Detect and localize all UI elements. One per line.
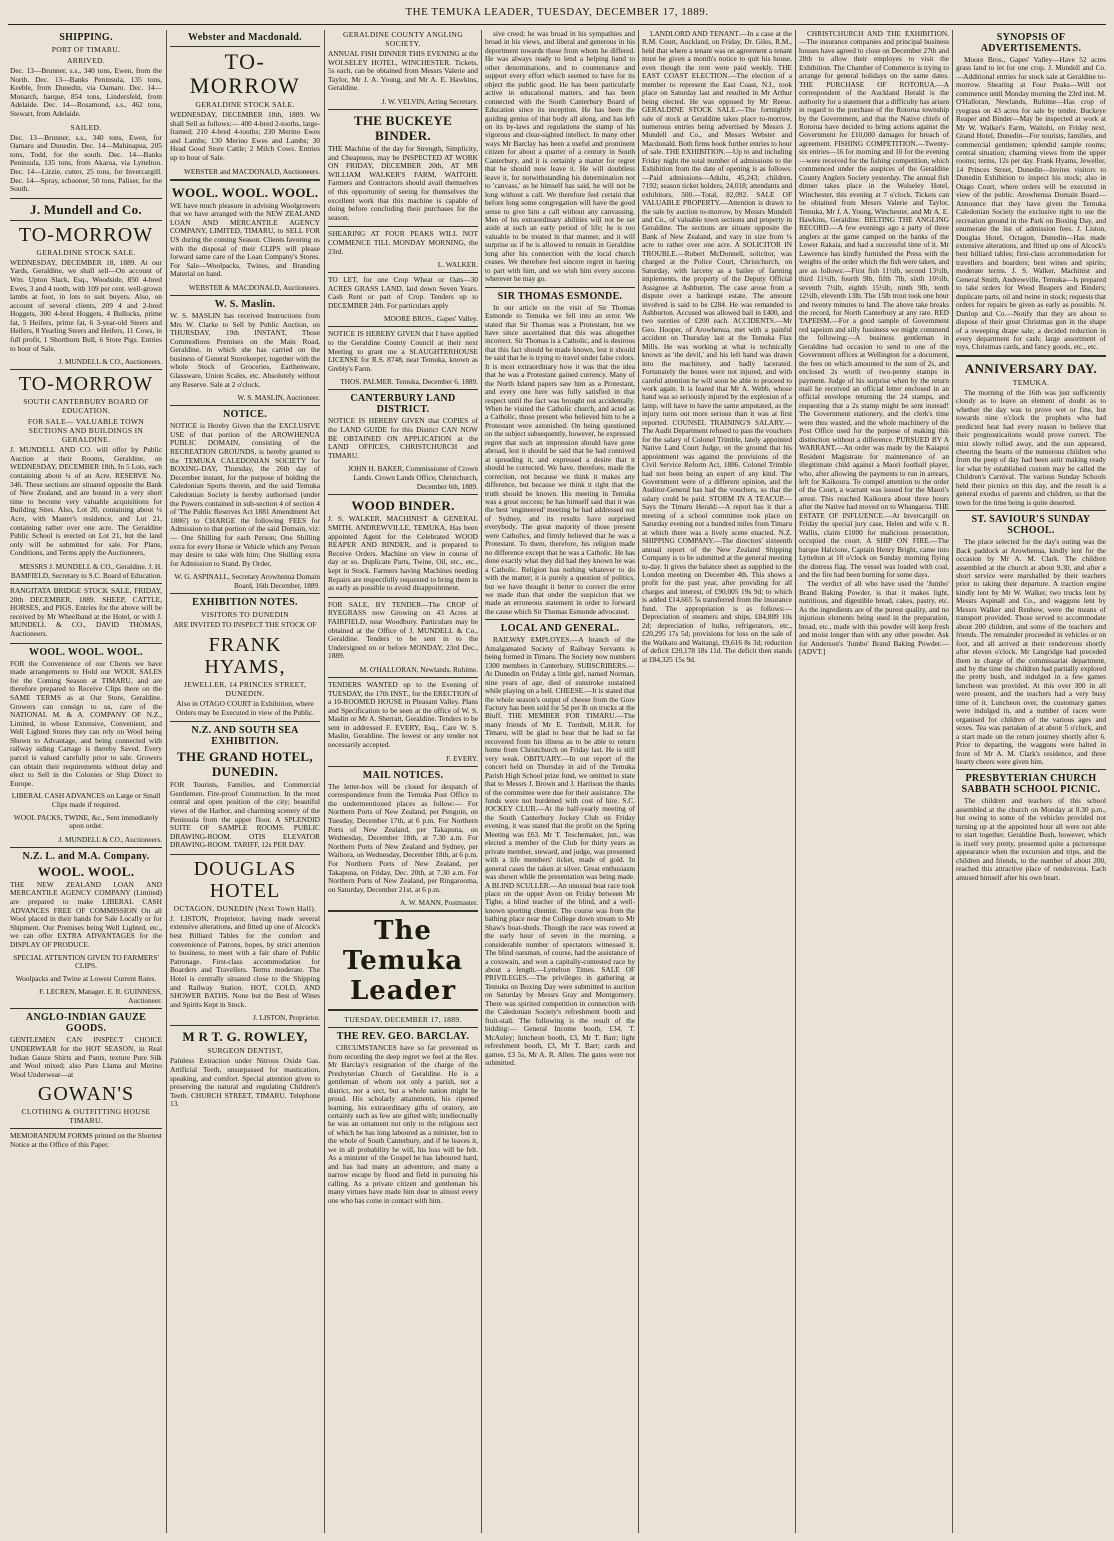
advert-signature: A. W. MANN, Postmaster. — [399, 898, 478, 908]
exhibition-heading: EXHIBITION NOTES. — [192, 597, 298, 609]
tomorrow-subheading: GERALDINE STOCK SALE. — [195, 100, 295, 109]
newspaper-title: The Temuka Leader — [342, 916, 464, 1007]
divider — [10, 220, 162, 221]
tomorrow-heading: TO-MORROW — [18, 223, 154, 246]
column-7 — [956, 30, 1106, 1535]
notice-text: NOTICE is Hereby Given that the EXCLUSIVE USE of that portion of the AROWHENUA PUBLIC DOMAIN, consisting of the RECREATION GROUNDS, is hereby granted to the TEMUKA CALEDONIAN SOCIETY for BOXING-DAY, Thursday, the 26th day of December instant, for the purpose of holding the Caledonian Sports therein, and the said Temuka Caledonian Society is hereby authorised (under the Powers contained in sub-section 4 of section 4 of 'The Public Reserves Act 1881 Amendment Act 1886') to CHARGE the following FEES for Admission to that portion of the said Domain, viz:— One Shilling for each Person; One Shilling extra for every Horse or Vehicle which any Person may desire to take with him; One Shilling extra for Admission to Stand. By Order, — [170, 421, 320, 568]
anglo-text: GENTLEMEN CAN INSPECT CHOICE UNDERWEAR for the HOT SEASON, in Real Indian Gauze Shirts and Pants, texture Pure Silk and Wool mixed; also Pure Llama and Merino Wool Underwear—at — [10, 1035, 162, 1079]
hyams-heading: FRANK HYAMS, — [204, 633, 286, 678]
anniversary-subheading: TEMUKA. — [1012, 377, 1050, 387]
wool2-heading: WOOL. WOOL. — [37, 863, 135, 879]
wool-text: WE have much pleasure in advising Woolgrowers that we have arranged with the NEW ZEALAND LOAN AND MERCANTILE AGENCY COMPANY, LIMITED, TIMARU, to SELL FOR US during the coming Season. Clients favoring us with the disposal of their CLIPS will please forward same care of the Loan Company's Stores. For Sale—Woolpacks, Twines, and Branding Material on hand. — [170, 200, 320, 279]
shipping-heading: SHIPPING. — [59, 32, 113, 43]
advert-signature: THOS. PALMER. Temuka, December 6, 1889. — [340, 377, 478, 387]
divider — [328, 766, 478, 767]
webster-heading: Webster and Macdonald. — [188, 32, 302, 43]
advert-signature: J. MUNDELL & CO., Auctioneers. — [58, 834, 162, 844]
column-rule — [952, 30, 953, 1533]
woodbinder-text: J. S. WALKER, MACHINIST & GENERAL SMITH, ANDREWVILLE, TEMUKA, Has been appointed Agent for the Celebrated WOOD REAPER AND BINDER, and is prepared to Receive Orders. Machine on view in course of day or so. Duplicate Parts, Twine, Oil, etc., etc., kept in Stock. Farmers having Machines needing Repairs are respectfully requested to bring them in as early as possible to avoid disappointment. — [328, 514, 478, 593]
advert-signature: J. W. VELVIN, Acting Secretary. — [381, 96, 478, 106]
nz-exhibition-heading: N.Z. AND SOUTH SEA EXHIBITION. — [191, 725, 299, 748]
wool-text: FOR the Convenience of our Clients we have made arrangements to Hold our WOOL SALES for the Coming Season at TIMARU, and are therefore prepared to Receive Clips there on the SAME TERMS as at Our Store, Geraldine. Growers can consign to us, care of the NATIONAL M. & A. COMPANY OF N.Z., Limited, in whose Extensive, Convenient, and Well Lighted Stores they can rely on Wool being Shown to Advantage, and being connected with railway siding Cartage is thereby Saved. Every parcel is valued carefully prior to sale. Growers can obtain their requirements without delay and elect to Sell in the Colonies or Ship Direct to Europe. — [10, 658, 162, 788]
woolpacks2-text: Woolpacks and Twine at Lowest Current Rates. — [15, 973, 157, 983]
barclay-continued: sive creed; he was broad in his sympathies and broad in his views, and liberal and generous in his deportment towards those from whom he differed. He was always ready to lend a helping hand to other denominations, and to countenance and support every effort which seemed to have for its object the public good. He has been particularly active in educational matters, and has been connected with the South Canterbury Board of Education since its inception. He has been the guiding genius of that body all along, and has left on its by-laws and regulations the stamp of his vigorous and clear-sighted intellect. In many other ways Mr Barclay has been a useful and prominent citizen for about a quarter of a century in South Canterbury, and it is certainly a matter for regret that he should now leave it. He will doubtless leave it, for notwithstanding his determination not to 'canvass,' as he himself has said, he will not be long without a call. We therefore feel certain that before long some congregation will have the good sense to give him a call without any canvassing. Men of his extraordinary abilities will not be set aside at such an early period of life; he is too valuable to be treated in that manner, and it will surprise us if he is allowed to remain in Geraldine long after his connection with the local church ceases. We therefore feel sincere regret in having to part with him, and we wish him every success wherever he may go. — [485, 30, 635, 284]
shipping-arrived: ARRIVED. — [66, 56, 106, 65]
hyams-subheading: JEWELLER, 14 PRINCES STREET, DUNEDIN. — [183, 679, 307, 698]
divider — [170, 1025, 320, 1026]
column-rule — [481, 30, 482, 1533]
barclay-heading: THE REV. GEO. BARCLAY. — [336, 1031, 470, 1043]
wool-heading: WOOL. WOOL. WOOL. — [29, 646, 143, 658]
divider — [10, 369, 162, 370]
advert-signature: F. LECREN, Manager. E. R. GUINNESS, Auctioneer. — [39, 987, 162, 1006]
divider — [485, 287, 635, 288]
barclay-text: CIRCUMSTANCES have so far prevented us from recording the deep regret we feel at the Rev. Mr Barclay's resignation of the charge of the Presbyterian Church of Geraldine. He is a gentleman of whom not only a parish, nor a district, nor a sect, but a whole nation might be proud. His scholarly attainments, his ripened learning, his extraordinary gifts of oratory, are certainly such as few are gifted with; intellectually he was an ornament not only to the religious sect of which he has long laboured as a minister, but to the whole of South Canterbury, and if he leaves it, we in all probability he will, his loss will be felt. As a minister of the Gospel he has laboured hard, and has had many an adventure, and many a narrow escape by flood and field in pursuing his calling. As a private citizen and gentleman his many virtues have made him dear to almost every one who has come in contact with him. — [328, 1043, 478, 1205]
column-4 — [485, 30, 635, 1535]
divider — [170, 721, 320, 722]
column-rule — [638, 30, 639, 1533]
anniversary-heading: ANNIVERSARY DAY. — [964, 360, 1098, 376]
douglas-heading: DOUGLAS HOTEL — [193, 857, 297, 902]
shipping-departures: Dec. 13—Brunner, s.s., 340 tons, Ewen, for Oamaru and Dunedin. Dec. 14—Mahinapua, 205 tons, Todd, for the south. Dec. 14—Banks Peninsula, 135 tons, from Akaroa, via Lyttelton. Dec. 14—Lizzie, cutter, 25 tons, for Invercargill. Dec. 14—Spray, schooner, 50 tons, Paliser, for the South. — [10, 132, 162, 194]
divider — [328, 389, 478, 390]
divider — [485, 619, 635, 620]
tolet-text: TO LET, for one Crop Wheat or Oats—30 ACRES GRASS LAND, laid down Seven Years. Cash Rent or part of Crop. Tenders up to DECEMBER 24th. For particulars apply — [328, 275, 478, 310]
shearing-text: SHEARING AT FOUR PEAKS WILL NOT COMMENCE TILL MONDAY MORNING, the 23rd. — [328, 229, 478, 256]
saviour-text: The place selected for the day's outing was the Back paddock at Arowhenua, kindly lent for the occasion by Mr A. M. Clark. The children assembled at the church at about 9.30, and after a short service were marshalled by their teachers prior to taking their departure. A traction engine kindly lent by Mr W. Walker, two trucks lent by Messrs Aspinall and Co., and waggons lent by Messrs Walker and Renhow, were the means of transport provided. Those served to accommodate about 200 children, and some of the teachers and friends. The remainder proceeded in vehicles or on foot, and all arrived at their rendezvous shortly after eleven o'clock. Mr Langridge had preceded them in charge of the commissariat department, and by the time the children had partially explored the pretty bush, and indulged in a few games luncheon was provided. At this over 300 in all were present, and the teachers had a very busy time of it. Luncheon over, the customary games were indulged in, and a number of races were organised for children of the various ages and sexes. Tea was partaken of at about 5 o'clock, and a start made on the return journey shortly after 6. Prior to departing, the waggons were halted in front of Mr A. M. Clark's residence, and three hearty cheers were given him. — [956, 537, 1106, 766]
shipping-arrivals: Dec. 13—Brunner, s.s., 340 tons, Ewen, from the North. Dec. 13—Banks Peninsula, 135 tons, Keeble, from Dunedin, via Oamaru. Dec. 14—Monarch, barque, 854 tons, Lindersfeld, from Adelaide. Dec. 14—Rosamond, s.s., 462 tons, Stewart, from Adelaide. — [10, 66, 162, 118]
page-masthead: THE TEMUKA LEADER, TUESDAY, DECEMBER 17, 1889. — [8, 6, 1106, 25]
advert-signature: MESSRS J. MUNDELL & CO., Geraldine. J. H. BAMFIELD, Secretary to S.C. Board of Education. — [10, 561, 162, 580]
divider — [328, 1009, 478, 1011]
divider — [170, 295, 320, 296]
canterbury-text: NOTICE IS HEREBY GIVEN that COPIES of the LAND GUIDE for this District CAN NOW BE OBTAINED ON APPLICATION at the LAND OFFICES, CHRISTCHURCH and TIMARU. — [328, 416, 478, 460]
douglas-text: J. LISTON, Proprietor, having made several extensive alterations, and fitted up one of Alcock's best Billiard Tables for the comfort and convenience of Patrons, hopes, by strict attention to business, to meet with a fair share of Public Patronage. First-class accommodation for Boarders and Travellers. Terms moderate. The Hotel is centrally situated close to the Shipping and Railway Station. HOT, COLD, AND SHOWER BATHS. None but the Best of Wines and Spirits Kept in Stock. — [170, 913, 320, 1009]
divider — [956, 355, 1106, 357]
tomorrow-heading: TO-MORROW — [189, 49, 301, 98]
advert-signature: J. MUNDELL & CO., Auctioneers. — [58, 357, 162, 367]
presbyterian-text: The children and teachers of this school assembled at the church on Monday at 8.30 p.m., but owing to some of the vehicles provided not turning up at the appointed hour all were not able to start together. Geraldine Bush, however, which is itself very pretty, presented quite a picturesque appearance when the excursion and trips, and the children and friends, to the number of about 200, reached this attractive place of rendezvous. Each amused himself after his own heart. — [956, 796, 1106, 882]
issue-date: TUESDAY, DECEMBER 17, 1889. — [344, 1015, 462, 1025]
anniversary-text: The morning of the 16th was just sufficiently cloudy as to leave an element of doubt as to whether the day was to prove wet or fine, but towards nine o'clock the prophets who had predicted heat had every reason to believe that their prognostications would prove correct. The mist slowly rolled away, and the sun appeared, cheering the hearts of the numerous children who from the peep of day had been astir making ready for what by established custom may be called the Children's Carnival. The various Sunday Schools held their picnics on this day, and the result is a general exodus of parents and children, so that the town for the time being is quite deserted. — [956, 387, 1106, 507]
synopsis-heading: SYNOPSIS OF ADVERTISEMENTS. — [980, 32, 1082, 54]
angling-text: ANNUAL FISH DINNER THIS EVENING at the WOLSELEY HOTEL, WINCHESTER. Tickets, 5s each, can be obtained from Messrs Valerie and Taylor, Mr J. A. Young, and Mr A. E. Hawkins, Geraldine. — [328, 49, 478, 93]
liberal-advances: LIBERAL CASH ADVANCES on Large or Small Clips made if required. — [11, 791, 161, 810]
grand-hotel-text: FOR Tourists, Families, and Commercial Gentlemen. Fire-proof Construction. In the most central and open position of the city; beautiful views of the Harbor, and charming scenery of the Peninsula from the upper floor. A SPLENDID SUITE OF SAMPLE ROOMS. PUBLIC DRAWING-ROOM. OTIS ELEVATOR DRAWING-ROOM. TARIFF, 12s PER DAY. — [170, 780, 320, 850]
divider — [170, 46, 320, 47]
advert-signature: WEBSTER & MACDONALD, Auctioneers. — [188, 282, 320, 292]
divider — [10, 643, 162, 644]
divider — [328, 326, 478, 327]
wool2-text: THE NEW ZEALAND LOAN AND MERCANTILE AGENCY COMPANY (Limited) are prepared to make LIBERAL CASH ADVANCES FREE OF COMMISSION On all Wool placed in their hands for Sale Locally or for Shipment. Our Premises being Well Lighted, etc., we can offer EXTRA ADVANTAGES for the DISPLAY OF PRODUCE. — [10, 879, 162, 949]
notice-heading: NOTICE. — [222, 409, 268, 421]
divider — [170, 854, 320, 855]
divider — [328, 1027, 478, 1028]
divider — [328, 109, 478, 110]
divider — [10, 583, 162, 584]
column-6 — [799, 30, 949, 1535]
divider — [10, 847, 162, 848]
grand-hotel-heading: THE GRAND HOTEL, DUNEDIN. — [177, 749, 313, 780]
wool-heading: WOOL. WOOL. WOOL. — [171, 184, 319, 200]
advert-signature: W. G. ASPINALL, Secretary Arowhenua Domain Board, 16th December, 1889. — [174, 572, 320, 591]
buckeye-text: THE Machine of the day for Strength, Simplicity, and Cheapness, may be INSPECTED AT WORK ON FRIDAY, DECEMBER 20th, AT MR WILLIAM WALKER'S FARM, WAITOHI. Farmers and Contractors should avail themselves of this opportunity of seeing for themselves the excellent work that this machine is capable of doing before concluding their purchases for the season. — [328, 143, 478, 222]
stock-sale-text: WEDNESDAY, DECEMBER 18, 1889. At our Yards, Geraldine, we shall sell—On account of Wm. Upton Slack, Esq., Woodside, 850 4-bred Ewes, 3 and 4 tooth, with 109 per cent. well-grown lambs at foot, in lots to suit buyers. Also, on account of several clients, 209 4 and 2-bred Hoggets, 300 4-bred Hoggets, 4 Bullocks, prime fat, 5 Heifers, prime fat, 6 3-year-old Steers and Heifers, 8 Yearling Steers and Heifers, 11 Cows, in full profit, 1 Shorthorn Bull, 6 Store Pigs. Entries to hour of Sale. — [10, 257, 162, 353]
divider — [170, 179, 320, 181]
column-2 — [170, 30, 320, 1535]
divider — [170, 405, 320, 406]
mundell-heading: J. Mundell and Co. — [30, 201, 142, 217]
rangitata-advert: RANGITATA BRIDGE STOCK SALE, FRIDAY, 20th DECEMBER, 1889. SHEEP, CATTLE, HORSES, and PIGS. Entries for the above will be received by Mr Wheelband at the Hotel, or with J. MUNDELL & CO., DAVID THOMAS, Auctioneers. — [10, 585, 162, 638]
rowley-text: Painless Extraction under Nitrous Oxide Gas. Artificial Teeth, unsurpassed for mastication, speaking, and comfort. Special attention given to preserving the natural and regulating Children's Teeth. CHURCH STREET, TIMARU. Telephone 13. — [170, 1056, 320, 1109]
synopsis-text: Moore Bros., Gapes' Valley—Have 52 acres grass land to let for one crop. J. Mundell and Co.—Additional entries for stock sale at Geraldine to-morrow. Shearing at Four Peaks—Will not commence until Monday morning the 23rd inst. M. O'Halloran, Newlands, Ruhime—Has crop of ryegrass on 43 acres for sale by tender. Buckeye Reaper and Binder—May be inspected at work at Mr W. Walker's Farm, Waitohi, on Friday next. Grand Hotel, Dunedin—For tourists, families, and commercial gentlemen; splendid sample rooms; central situation; charming views from the upper rooms; terms, 12s per day. Frank Hyams, Jeweller, 14 Princes Street, Dunedin—Invites visitors to Dunedin Exhibition to inspect his stock; also in Otago Court, where orders will be executed in view of the public. Arowhenua Domain Board—Announce that they have given the Temuka Caledonian Society the exclusive right to use the recreation ground in the Park on Boxing Day, and enumerate the list of admission fees. J. Liston, Douglas Hotel, Octagon, Dunedin—Has made extensive alterations, and fitted up one of Alcock's best billiard tables; first-class accommodation for travellers and boarders; best wines and spirits; moderate terms. J. S. Walker, Machinist and General Smith, Andrewville, Temuka—Is prepared to take orders for Wood Reapers and Binders; duplicate parts, oil and twine in stock; requests that orders for repairs be given as early as possible. N. Dunlop and Co.—Notify that they are about to dispose of their great Christmas gun in the shape of a sweeping drape sale; a decided reduction in every department for cash; large assortment of toys, Christmas cards, and fancy goods, etc., etc. — [956, 55, 1106, 352]
tenders-text: TENDERS WANTED up to the Evening of TUESDAY, the 17th INST., for the ERECTION of a 10-ROOMED HOUSE in Pleasant Valley. Plans and Specification to be seen at the office of W. S. Maslin or Mr A. Sherratt, Geraldine. Tenders to be sent in addressed F. EVERY, Esq., Care W. S. Maslin, Geraldine. The lowest or any tender not necessarily accepted. — [328, 679, 478, 750]
hyams-text: Also in OTAGO COURT in Exhibition, where Orders may be Executed in view of the Public. — [175, 698, 315, 717]
stock-sale-text: WEDNESDAY, DECEMBER 18th, 1889. We shall Sell as follows:— 400 4-bred 2-tooths, large-framed; 210 4-bred 4-tooths; 230 Merino Ewes and Lambs; 130 Merino Ewes and Lambs; 30 Head Good Store Cattle; 2 Milch Cows. Entries up to hour of Sale. — [170, 110, 320, 162]
divider — [328, 677, 478, 678]
local-heading: LOCAL AND GENERAL. — [500, 623, 620, 635]
divider — [10, 198, 162, 199]
esmonde-heading: SIR THOMAS ESMONDE. — [497, 290, 623, 302]
divider — [328, 597, 478, 598]
saviour-heading: ST. SAVIOUR'S SUNDAY SCHOOL. — [971, 514, 1091, 537]
sale-subheading: FOR SALE— VALUABLE TOWN SECTIONS AND BUILDINGS IN GERALDINE. — [27, 417, 145, 445]
column-rule — [324, 30, 325, 1533]
town-sections-text: J. MUNDELL AND CO. will offer by Public Auction at their Rooms, Geraldine, on WEDNESDAY, DECEMBER 18th, In 5 Lots, each containing about ¼ of an Acre, RESERVE No. 346. These sections are situated opposite the Bank of New Zealand, and are bound in a very short time to become very valuable acquisitions for Building Sites. Also, Lot 20, containing about ¼ Acre, with Master's residence, and Lot 21, containing rather over one acre. The Geraldine Public School is erected on Lot 21, but the land only will be submitted for sale. For Plans, Conditions, and Terms apply the Auctioneers, — [10, 445, 162, 558]
douglas-subheading: OCTAGON, DUNEDIN (Next Town Hall). — [173, 903, 317, 913]
advert-signature: WEBSTER and MACDONALD, Auctioneers. — [184, 166, 320, 176]
divider — [328, 272, 478, 273]
woodbinder-heading: WOOD BINDER. — [351, 498, 455, 514]
advert-signature: J. LISTON, Proprietor. — [253, 1013, 320, 1023]
angling-heading: GERALDINE COUNTY ANGLING SOCIETY. — [343, 30, 463, 48]
advert-signature: L. WALKER. — [437, 260, 478, 270]
advert-signature: W. S. MASLIN, Auctioneer. — [237, 393, 320, 403]
tomorrow-heading: TO-MORROW — [18, 373, 154, 396]
divider — [956, 769, 1106, 770]
visitors-text: ARE INVITED TO INSPECT THE STOCK OF — [173, 620, 317, 630]
tender-sale-text: FOR SALE, BY TENDER—The CROP of RYEGRASS now Growing on 43 Acres at FAIRFIELD, near Woodbury. Particulars may be obtained at the Office of J. MUNDELL & Co., Geraldine. Tenders to be sent in to the Undersigned on or before MONDAY, 23rd Dec., 1889. — [328, 599, 478, 661]
divider — [328, 494, 478, 495]
news-text: CHRISTCHURCH AND THE EXHIBITION.—The insurance companies and principal business houses have agreed to close on December 27th and 28th to allow their employes to visit the Exhibition. The Chamber of Commerce is trying to arrange for general holidays on the same dates. THE PURCHASE OF ROTORUA.—A correspondent of the Auckland Herald is the authority for a statement that a difficulty has arisen in regard to the purchase of the Rotorua township by the Government, and that the Native chiefs of Rotorua have decided to bring actions against the Government for £10,000 damages for breach of agreement. FISHING COMPETITION.—Twenty-six entries—16 for morning and 10 for the evening—were received for the fishing competition, which commenced under the auspices of the Geraldine County Anglers Society yesterday. The annual fish dinner takes place in the Wolseley Hotel, Winchester, this evening at 7 o'clock. Tickets can be obtained from Messrs Valerie and Taylor, Temuka, Mr J. A. Young, Winchester, and Mr A. E. Hawkins, Geraldine. BELTING THE ANGLING RECORD.—A few evenings ago a party of three anglers at the game camped on the banks of the Lower Rakaia, and had a successful time of it. Mr Lawrence has kindly furnished the Press with the weights of the order which the fish were taken, and are as follows:—First fish 11½lb, second 13½lb, third 11½lb, fourth 9lb, fifth 7lb, sixth 10½lb, seventh 7½lb, eighth 15½lb, ninth 9lb, tenth 12½lb, eleventh 13lb. The 15lb trout took one hour and twenty minutes to land. The above take breaks the record, for North Canterbury at any rate. RED TAPEISM.—For a good sample of Government red tapeism and silly fussiness we might commend the following:—A business gentleman in Geraldine had occasion to send to one of the Government offices at Wellington for a document, the fees on which amounted to the sum of 2s, and enclosed 2s worth of two-penny stamps in payment. Judge of his surprise when by the return mail he received an official letter enclosed in an official envelope returning the 24 stamps, and requesting that a 2s stamp might be sent instead! The Government stationery, and the clerk's time were thus wasted, and the whole machinery of the Post Office used for the purpose of making this distinction without a difference. PURSUED BY A WARRANT.—An order was made by the Kaiapoi Resident Magistrate for maintenance of an illegitimate child against a Maori football player, who, after allowing the payments to run in arrears, left for Kaikoura. To compel attention to the order of the Court, a warrant was issued for the Maori's arrest. This reached Kaikoura about three hours after the Native had moved on to Whangaroa. THE ESTATE OF INFLUENCE.—At Invercargill on Friday the special jury case, Helen and wife v. R. Wallis, claim £1000 for malicious prosecution, occupied the court. A SHIP ON FIRE.—The barque Halcione, Captain Henry Bright, came into Lyttelton at 10 o'clock on Sunday morning flying the distress flag. The vessel was loaded with coal, and the fire had been burning for some days. — [799, 30, 949, 579]
mail-heading: MAIL NOTICES. — [362, 769, 444, 781]
local-text: RAILWAY EMPLOYES.—A branch of the Amalgamated Society of Railway Servants is being formed in Timaru. The Society now numbers 1300 members in Canterbury. SUBSCRIBERS.—At Dunedin on Friday a little girl, named Norman, nine years of age, died of sunstroke sustained while playing on a bell. CHEESE.—It is stated that the whole season's output of cheese from the Gore Factory has been sold for 5d per lb on trucks at the Bluff. THE MEMBER FOR TIMARU.—The many friends of Mr E. Turnbull, M.H.R. for Timaru, will be glad to hear that he had so far recovered from his illness as to be able to return home from Christchurch on Friday last. He is still very weak. OBITUARY.—In our report of the concert held on Thursday in aid of the Temuka Parish High School prize fund, we omitted to state that to Messrs J. Brown and J. Harrison the thanks of the committee were due for their assistance. The funds were not burdened with cost of hire. S.C. JOCKEY CLUB.—At the half-yearly meeting of the South Canterbury Jockey Club on Friday evening, it was stated that the profit on the Spring Meeting was £63. Mr T. Teschemaker, jun., was elected a member of the Club for thirty years as private member, steward, and judge, was presented with a life members' ticket, made of gold. In general cases the taken at silver. Great enthusiasm was shown while the presentation was being made. A BLIND SCULLER.—An unusual boat race took place on the upper Avon on Friday between Mr Tighe, a blind teacher of the blind, and a well-known sporting chemist. The course was from the bathing place near the College down stream to Mr Shaw's boat-sheds. Though the race was rowed at the early hour of seven in the morning, a considerable number of spectators witnessed it. The blind oarsman, of course, had the assistance of a coxswain, and won a capitally-contested race by about a length.—Lyttelton Times. SALE OF PRIVILEGES.—The privileges in gathering at Temuka on Boxing Day were submitted to auction on Saturday by Messrs Gray and Montgomery. There was spirited competition in connection with the Caledonian Society's refreshment booth and fruit-stall. The following is the result of the bidding:— General Income booth, £34, T. McAuley; luncheon booth, £3, Mr T. Barr; light refreshment booth, £3, Mr T. Barr; cards and games, £3 5s, Mr A. R. Allen. The gates were not submitted. — [485, 635, 635, 1068]
column-5 — [642, 30, 792, 1535]
gowans-subheading: CLOTHING & OUTFITTING HOUSE TIMARU. — [21, 1107, 151, 1126]
divider — [170, 593, 320, 594]
column-rule — [166, 30, 167, 1533]
maslin-text: W. S. MASLIN has received Instructions from Mrs W. Clarke to Sell by Public Auction, on THURSDAY, 19th INSTANT, Those Commodious Premises on the Main Road, Geraldine, in which she has carried on the business of General Storekeeper, together with the whole Stock of Groceries, Earthenware, Glassware, Union Scales, etc. Absolutely without any Reserve. Sale at 2 o'clock. — [170, 310, 320, 389]
visitors-heading: VISITORS TO DUNEDIN — [201, 610, 289, 620]
shipping-port: PORT OF TIMARU. — [51, 45, 121, 54]
slaughterhouse-text: NOTICE IS HEREBY GIVEN that I have applied to the Geraldine County Council at their next Meeting to grant me a SLAUGHTERHOUSE LICENSE for R.S. 8748, near Temuka, known as Grebly's Farm. — [328, 329, 478, 373]
rowley-heading: M R T. G. ROWLEY, — [182, 1029, 308, 1045]
memorandum-text: MEMORANDUM FORMS printed on the Shortest Notice at the Office of this Paper. — [10, 1131, 162, 1149]
shipping-sailed: SAILED. — [70, 122, 102, 132]
maslin-heading: W. S. Maslin. — [214, 298, 276, 310]
tomorrow-subheading: GERALDINE STOCK SALE. — [36, 247, 136, 257]
rowley-subheading: SURGEON DENTIST, — [207, 1046, 283, 1056]
news-text: LANDLORD AND TENANT.—In a case at the R.M. Court, Auckland, on Friday, Dr. Giles, R.M., held that where a tenant was on agreement a tenant must be given a month's notice to quit his house, even though the rent were paid weekly. THE EAST COAST ELECTION.—The election of a member to represent the East Coast, N.I., took place on Saturday last and resulted in Mr Arthur being elected. He was opposed by Mr Reese. GERALDINE STOCK SALE.—The fortnightly sale of stock at Geraldine takes place to-morrow, numerous entries being advertised by Messrs J. Mundell and Co., and Messrs Webster and Macdonald. Both firms book further entries to hour of sale. THE EXHIBITION.—Up to and including Friday night the total number of admissions to the Exhibition from the date of opening is as follows:—Paid admissions—Adults, 45,243; children, 7192; season ticket holders, 24,018; attendants and exhibitors, 500.—Total, 82,092. SALE OF VALUABLE PROPERTY.—Attention is drawn to the sale by auction to-morrow, by Messrs Mundell and Co., of valuable town sections and property in Geraldine. The sections are situate opposite the Bank of New Zealand, and vary in size from ¼ acre to rather over one acre. A SOLICITOR IN TROUBLE.—Robert McDonnell, solicitor, was charged at the Police Court, Christchurch, on Saturday, with larceny as a bailee of farming implements, the property of the Deputy Official Assignee at Ashburton. The case arose from a dispute over a bankrupt estate. The amount involved is said to be £284. He was remanded to Ashburton. Accused was allowed bail in £400, and two sureties of £200 each. ACCIDENTS.—Mr Geo. Hooper, of Arowhenua, met with a painful accident on Thursday last at the Temuka Flax Mills. He was working at what is technically known as 'the devil,' and his left hand was drawn into the machinery, and badly lacerated. Fortunately the bones were not injured, and with careful attention he will soon be able to proceed to work again. It is feared that Mr A. Webb, whose hand was so seriously injured by the explosion of a lamp, will have to have the same amputated, as the injury turns out more serious than it was at first reported. COUNSEL TRAINING'S SALARY.—The Audit Department refused to pass the vouchers for the salary of Colonel Trimble, lately appointed Native Land Court Judge, on the ground that his appointment was against the provisions of the Civil Service Reform Act, 1886. Colonel Trimble had not been being an expert of any kind. The Government were of a different opinion, and the Auditor-General has had the vouchers, so that the salary could be paid. STORM IN A TEACUP.—Says the Timaru Herald:—A report has it that a meeting of a school committee took place on Saturday evening not a hundred miles from Timaru at which there was a lively scene enacted. N.Z. SHIPPING COMPANY.—The directors' sixteenth annual report of the New Zealand Shipping Company is to be submitted at the general meeting to-day. It gives the balance sheet as supplied to the London meeting on December 4th. This shows a profit for the past year, after providing for all charges and interest, of £90,005 19s 9d; to which is added £14,665 5s transferred from the insurance fund. The appropriation is as follows:—Depreciation of steamers and ships, £84,889 10s 2d; depreciation of hulks, refrigerators, etc., £20,295 17s 5d; provisions for loss on the sale of the Waikato and Waitangi, £9,616 8s 3d; reduction of deficit £20,178 18s 11d. The deficit then stands at £84,325 15s 9d. — [642, 30, 792, 664]
nzlma-heading: N.Z. L. and M.A. Company. — [22, 850, 150, 862]
column-1 — [10, 30, 162, 1535]
column-rule — [795, 30, 796, 1533]
divider — [10, 1128, 162, 1129]
advert-signature: M. O'HALLORAN, Newlands, Ruhime. — [359, 664, 478, 674]
presbyterian-heading: PRESBYTERIAN CHURCH SABBATH SCHOOL PICNIC. — [961, 773, 1101, 796]
divider — [328, 226, 478, 227]
anglo-heading: ANGLO-INDIAN GAUZE GOODS. — [25, 1012, 147, 1035]
column-3 — [328, 30, 478, 1535]
advert-signature: JOHN H. BAKER, Commissioner of Crown Lands. Crown Lands Office, Christchurch, December 6th, 1889. — [348, 464, 478, 492]
special-attention: SPECIAL ATTENTION GIVEN TO FARMERS' CLIPS. — [13, 952, 159, 971]
advert-signature: F. EVERY. — [446, 753, 478, 763]
mail-text: The letter-box will be closed for despatch of correspondence from the Temuka Post Office to the undermentioned places as follow:— For Northern Ports of New Zealand, per Penguin, on Tuesday, December 17th, at 6 p.m. For Northern Ports of New Zealand, per Takapuna, on Wednesday, December 18th, at 7.30 a.m. For Northern Ports of New Zealand and Sydney, per Waihora, on Wednesday, December 18th, at 6 p.m. For Northern Ports of New Zealand, per Takapuna, on Friday, Dec. 20th, at 7.30 a.m. For Northern Ports of New Zealand, per Ringarooma, on Saturday, December 21st, at 6 p.m. — [328, 781, 478, 894]
esmonde-text: In our article on the visit of Sir Thomas Esmonde to Temuka we fell into an error. We stated that Sir Thomas was a Protestant, but we have since ascertained that this was altogether incorrect. Sir Thomas is a Catholic, and is desirous that this fact should be made known, lest it should be said that he is trying to travel under false colors. It is most extraordinary how it was that the idea that he was a Protestant gained currency. Many of the North Island papers saw him as a Protestant, and every one here was fully satisfied in that respect until the fact was brought out accidentally. When he visited the Catholic church, and acted as a Catholic, those present who believed him to be a Protestant were astonished. On being questioned on the subject subsequently, however, he expressed regret that such an impression should have gone abroad, lest it should be said that he had connived at spreading it, and expressed a desire that it should be corrected. We have, therefore, made the correction, not because we think it makes any difference, but because we think it right that the truth should be known. His meeting in Temuka was a great success; he has himself said that it was the best 'engineered' meeting he had addressed out of Sydney, and its results have surprised everybody. The great majority of those present were Catholics, and firmly believed that he was a Protestant. To them, therefore, his religion made no difference except that he was a Catholic. He has done exactly what they did had they known he was a Catholic. Religion has nothing whatever to do with the matter; it is purely a question of politics, but we have thought it better to correct the error we made than that under the suspicion that we made an erroneous statement in order to forward the cause which Sir Thomas Esmonde advocated. — [485, 302, 635, 616]
divider — [328, 910, 478, 912]
woolpacks-text: WOOL PACKS, TWINE, &c., Sent immediately upon order. — [13, 812, 159, 831]
divider — [956, 510, 1106, 511]
tomorrow-subheading: SOUTH CANTERBURY BOARD OF EDUCATION. — [23, 397, 149, 416]
buckeye-heading: THE BUCKEYE BINDER. — [353, 112, 453, 143]
advert-signature: MOORE BROS., Gapes' Valley. — [384, 314, 478, 324]
gowans-heading: GOWAN'S — [37, 1083, 135, 1106]
baking-powder-advert: The verdict of all who have used the 'Jumbo' Brand Baking Powder, is that it makes light, nutritious, and digestible bread, cakes, pastry, etc. As the ingredients are of the purest quality, and no injurious elements being used in the preparation, bread, etc., made with this powder will keep fresh and moist longer than with any other powder. Ask for Anderson's 'Jumbo' Brand Baking Powder.—[ADVT.] — [799, 579, 949, 657]
divider — [10, 1008, 162, 1009]
canterbury-heading: CANTERBURY LAND DISTRICT. — [350, 393, 456, 416]
